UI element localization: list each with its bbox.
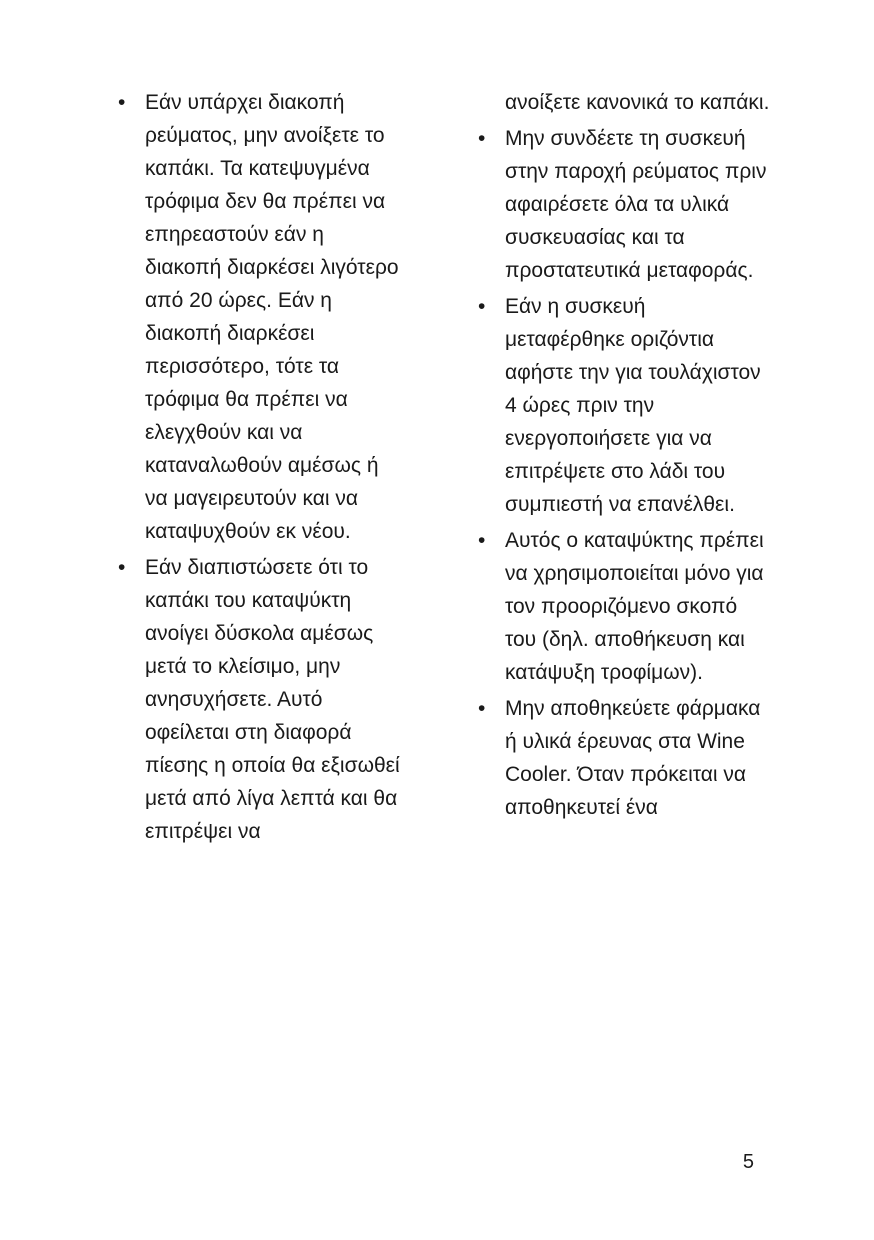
- list-item: [478, 290, 770, 521]
- left-column: [118, 86, 402, 851]
- list-item-text: Εάν διαπιστώσετε ότι το καπάκι του καταψύκτη ανοίγει δύσκολα αμέσως μετά το κλείσιμο, μην ανησυχήσετε. Αυτό οφείλεται στη διαφορά πίεσης η οποία θα εξισωθεί μετά από λίγα λεπτά και θα επιτρέψει να: [145, 556, 400, 843]
- list-item: [478, 122, 770, 287]
- bullet-icon: •: [478, 529, 486, 552]
- list-item-text: Αυτός ο καταψύκτης πρέπει να χρησιμοποιείται μόνο για τον προοριζόμενο σκοπό του (δηλ. αποθήκευση και κατάψυξη τροφίμων).: [505, 529, 764, 684]
- continuation-text: ανοίξετε κανονικά το καπάκι.: [505, 91, 770, 114]
- bullet-icon: •: [118, 91, 126, 114]
- list-item-text: Εάν υπάρχει διακοπή ρεύματος, μην ανοίξετε το καπάκι. Τα κατεψυγμένα τρόφιμα δεν θα πρέπει να επηρεαστούν εάν η διακοπή διαρκέσει λιγότερο από 20 ώρες. Εάν η διακοπή διαρκέσει περισσότερο, τότε τα τρόφιμα θα πρέπει να ελεγχθούν και να καταναλωθούν αμέσως ή να μαγειρευτούν και να καταψυχθούν εκ νέου.: [145, 91, 399, 543]
- page-number: 5: [742, 1151, 754, 1173]
- bullet-icon: •: [478, 295, 486, 318]
- list-item-text: Μην αποθηκεύετε φάρμακα ή υλικά έρευνας στα Wine Cooler. Όταν πρόκειται να αποθηκευτεί ένα: [505, 697, 761, 819]
- list-item: [478, 692, 770, 824]
- bullet-icon: •: [478, 127, 486, 150]
- list-item: [118, 86, 402, 548]
- right-column: [478, 86, 770, 851]
- bullet-icon: •: [118, 556, 126, 579]
- list-item: [118, 551, 402, 848]
- list-item: [478, 524, 770, 689]
- list-item-text: Μην συνδέετε τη συσκευή στην παροχή ρεύματος πριν αφαιρέσετε όλα τα υλικά συσκευασίας και τα προστατευτικά μεταφοράς.: [505, 127, 767, 282]
- list-item-text: Εάν η συσκευή μεταφέρθηκε οριζόντια αφήστε την για τουλάχιστον 4 ώρες πριν την ενεργοποιήσετε για να επιτρέψετε στο λάδι του συμπιεστή να επανέλθει.: [505, 295, 761, 516]
- bullet-icon: •: [478, 697, 486, 720]
